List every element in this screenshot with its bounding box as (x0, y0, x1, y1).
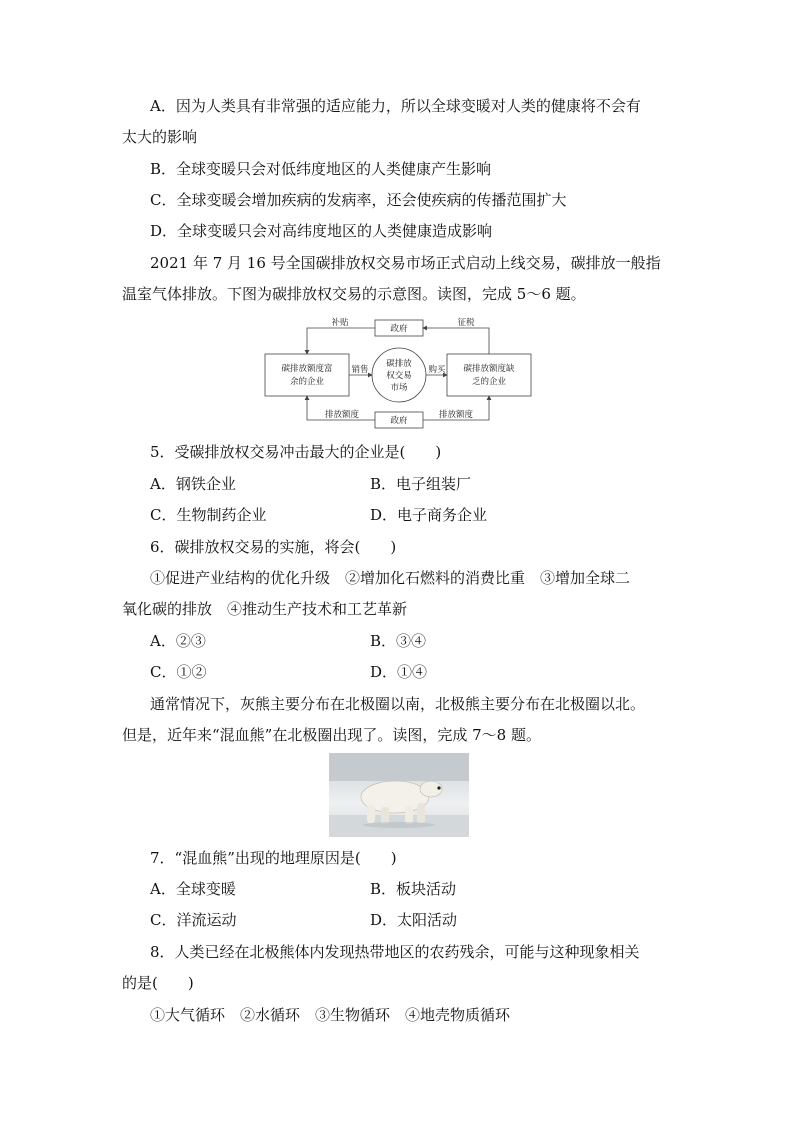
q4-option-a-line2: 太大的影响 (122, 128, 198, 146)
intro-7-8-line1: 通常情况下，灰熊主要分布在北极圈以南，北极熊主要分布在北极圈以北。 (150, 695, 646, 713)
q4-option-b: B．全球变暖只会对低纬度地区的人类健康产生影响 (150, 160, 492, 178)
q6-items-line1: ①促进产业结构的优化升级 ②增加化石燃料的消费比重 ③增加全球二 (150, 569, 631, 587)
q7-option-c: C．洋流运动 (150, 911, 237, 929)
q4-option-d: D．全球变暖只会对高纬度地区的人类健康造成影响 (150, 222, 493, 240)
deficit-company-line1: 碳排放额度缺 (463, 364, 515, 374)
q4-option-c: C．全球变暖会增加疾病的发病率，还会使疾病的传播范围扩大 (150, 191, 567, 209)
market-line3: 市场 (390, 383, 408, 393)
q4-option-a-line1: A．因为人类具有非常强的适应能力，所以全球变暖对人类的健康将不会有 (150, 97, 641, 115)
q5-option-b: B．电子组装厂 (370, 475, 472, 493)
polar-bear-illustration (329, 753, 469, 837)
q6-option-d: D．①④ (370, 663, 428, 681)
tax-arrow (423, 328, 489, 354)
q5-option-c: C．生物制药企业 (150, 506, 267, 524)
quota-label-left: 排放额度 (324, 410, 360, 420)
q5-stem: 5．受碳排放权交易冲击最大的企业是( ) (150, 443, 442, 461)
subsidy-label: 补贴 (331, 318, 349, 328)
q7-option-d: D．太阳活动 (370, 911, 458, 929)
intro-5-6-line2: 温室气体排放。下图为碳排放权交易的示意图。读图，完成 5～6 题。 (122, 285, 586, 303)
government-top-label: 政府 (390, 324, 408, 334)
surplus-company-line1: 碳排放额度富 (281, 364, 333, 374)
q6-items-line2: 氧化碳的排放 ④推动生产技术和工艺革新 (122, 600, 408, 618)
carbon-trading-diagram (262, 316, 534, 432)
subsidy-arrow (307, 328, 375, 354)
surplus-company-box (265, 354, 349, 396)
intro-7-8-line2: 但是，近年来“混血熊”在北极圈出现了。读图，完成 7～8 题。 (122, 726, 541, 744)
q7-stem: 7．“混血熊”出现的地理原因是( ) (150, 849, 397, 867)
buy-label: 购买 (428, 365, 446, 375)
q6-option-b: B．③④ (370, 632, 427, 650)
government-bottom-label: 政府 (390, 416, 408, 426)
market-line2: 权交易 (386, 371, 412, 381)
market-line1: 碳排放 (386, 359, 412, 369)
deficit-company-line2: 乏的企业 (471, 377, 507, 387)
deficit-company-box (447, 354, 531, 396)
q7-option-a: A．全球变暖 (150, 880, 236, 898)
q5-option-a: A．钢铁企业 (150, 475, 236, 493)
q5-option-d: D．电子商务企业 (370, 506, 488, 524)
intro-5-6-line1: 2021 年 7 月 16 号全国碳排放权交易市场正式启动上线交易，碳排放一般指 (150, 254, 661, 272)
q8-stem-line2: 的是( ) (122, 974, 194, 992)
quota-label-right: 排放额度 (438, 410, 474, 420)
polar-bear-photo (329, 753, 469, 837)
q6-option-a: A．②③ (150, 632, 206, 650)
q8-stem-line1: 8．人类已经在北极熊体内发现热带地区的农药残余，可能与这种现象相关 (150, 943, 640, 961)
q6-stem: 6．碳排放权交易的实施，将会( ) (150, 538, 397, 556)
sell-label: 销售 (351, 365, 369, 375)
tax-label: 征税 (457, 318, 475, 328)
q6-option-c: C．①② (150, 663, 207, 681)
q7-option-b: B．板块活动 (370, 880, 457, 898)
surplus-company-line2: 余的企业 (289, 377, 325, 387)
q8-items: ①大气循环 ②水循环 ③生物循环 ④地壳物质循环 (150, 1006, 511, 1024)
